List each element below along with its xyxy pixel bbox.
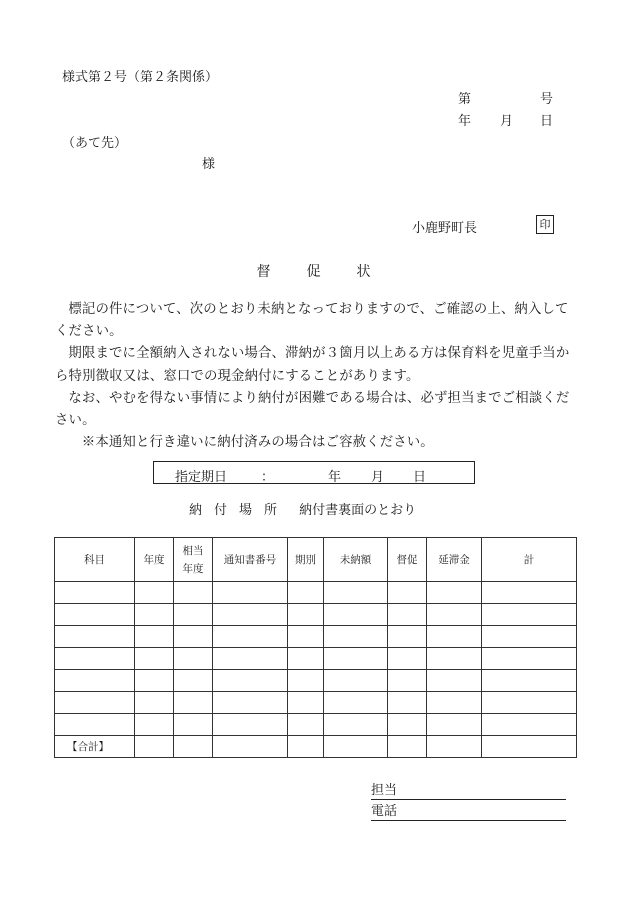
issuer-name: 小鹿野町長 xyxy=(412,221,478,236)
due-date-month: 月 xyxy=(371,470,385,485)
issue-date-day: 日 xyxy=(540,114,554,129)
table-row xyxy=(55,714,577,736)
contact-phone-label: 電話 xyxy=(371,804,398,819)
table-row xyxy=(55,582,577,604)
due-date-year: 年 xyxy=(328,470,342,485)
notice-body xyxy=(55,299,575,454)
column-header-year: 年度 xyxy=(135,538,174,582)
column-header-applicable-year-line1: 相当 xyxy=(182,544,204,557)
body-paragraph: 期限までに全額納入されない場合、滞納が３箇月以上ある方は保育料を児童手当から特別徴収又は、窓口での現金納付にすることがあります。 xyxy=(55,346,570,384)
contact-phone-line xyxy=(371,803,566,821)
table-row xyxy=(55,648,577,670)
body-paragraph: なお、やむを得ない事情により納付が困難である場合は、必ず担当までご相談ください。 xyxy=(55,390,570,429)
column-header-total: 計 xyxy=(482,538,577,582)
column-header-subject: 科目 xyxy=(55,538,135,582)
table-total-row xyxy=(55,736,577,758)
due-date-box xyxy=(153,461,475,484)
column-header-period: 期別 xyxy=(288,538,324,582)
form-identifier: 様式第２号（第２条関係） xyxy=(62,70,219,85)
table-row xyxy=(55,670,577,692)
issue-date-month: 月 xyxy=(500,114,514,129)
contact-person-label: 担当 xyxy=(371,783,398,798)
seal-stamp: 印 xyxy=(536,215,554,234)
arrears-table xyxy=(54,537,577,758)
contact-person-line xyxy=(371,782,566,800)
table-row xyxy=(55,604,577,626)
column-header-applicable-year xyxy=(174,538,213,582)
payment-place-value: 納付書裏面のとおり xyxy=(299,503,417,518)
honorific: 様 xyxy=(202,157,216,172)
due-date-day: 日 xyxy=(413,470,427,485)
column-header-applicable-year-line2: 年度 xyxy=(182,562,204,575)
payment-place xyxy=(189,499,416,518)
column-header-reminder-fee: 督促 xyxy=(388,538,427,582)
table-row xyxy=(55,692,577,714)
issue-date-year: 年 xyxy=(458,114,472,129)
document-number-prefix: 第 xyxy=(458,92,472,107)
column-header-late-fee: 延滞金 xyxy=(427,538,482,582)
column-header-notice-number: 通知書番号 xyxy=(213,538,288,582)
notice-note: ※本通知と行き違いに納付済みの場合はご容赦ください。 xyxy=(81,435,434,451)
due-date-colon: ： xyxy=(261,470,275,485)
addressee-label: （あて先） xyxy=(62,136,128,151)
column-header-unpaid-amount: 未納額 xyxy=(324,538,388,582)
table-row xyxy=(55,626,577,648)
body-paragraph: 標記の件について、次のとおり未納となっておりますので、ご確認の上、納入してください。 xyxy=(55,302,569,340)
table-header-row xyxy=(55,538,577,582)
document-title: 督 促 状 xyxy=(256,264,382,280)
due-date-label: 指定期日 xyxy=(175,470,228,485)
document-number-suffix: 号 xyxy=(540,92,554,107)
payment-place-label: 納付場所 xyxy=(189,503,290,518)
total-label: 【合計】 xyxy=(55,736,135,758)
